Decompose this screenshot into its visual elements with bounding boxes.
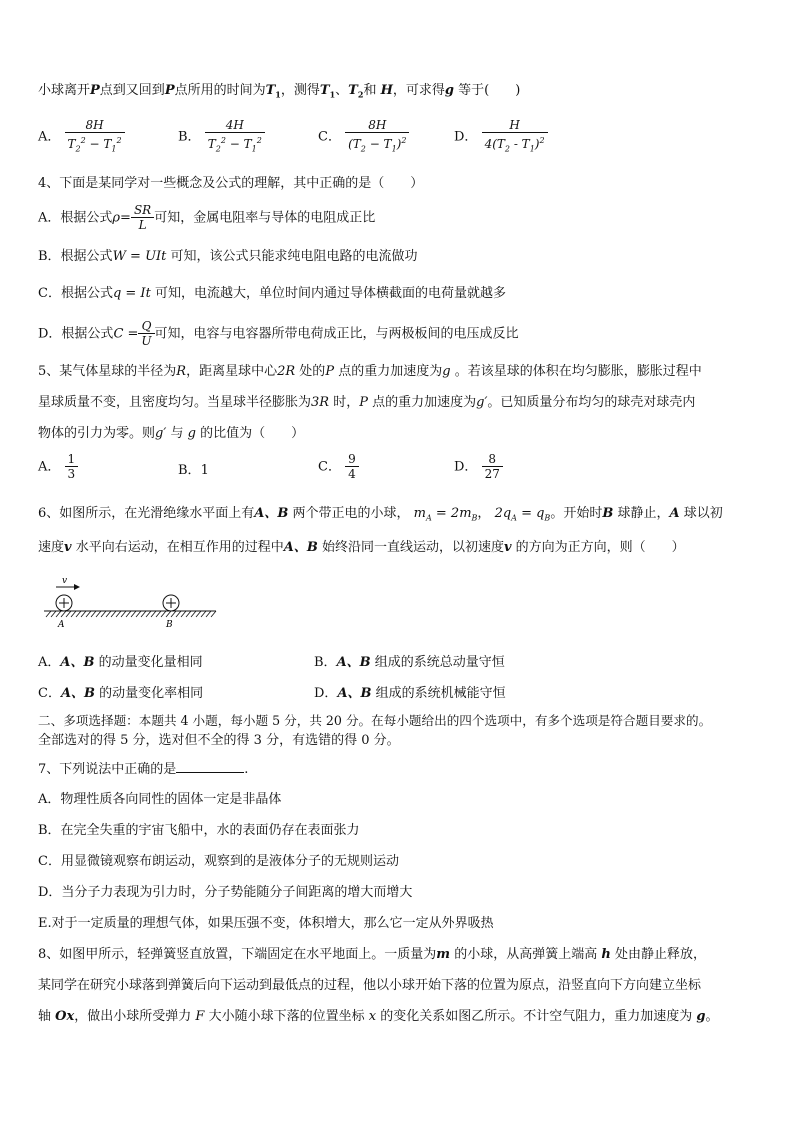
ground-hatch-line bbox=[66, 611, 71, 617]
q5-option-b[interactable]: B．1 bbox=[178, 463, 209, 478]
q4-option-a[interactable]: A．根据公式ρ= $\frac{SR}{L}$ 可知，金属电阻率与导体的电阻成正比 bbox=[38, 203, 376, 232]
ground-hatch-line bbox=[111, 611, 116, 617]
q4-option-d[interactable]: D．根据公式C = $\frac{Q}{U}$ 可知，电容与电容器所带电荷成正比，与两极板间的电压成反比 bbox=[38, 319, 519, 348]
ground-surface bbox=[44, 611, 216, 617]
q3-stem-tail: 小球离开P点到又回到P点所用的时间为$T_1$，测得$T_1$、$T_2$和 H，可求得g 等于( ) bbox=[38, 83, 521, 100]
ground-hatch-line bbox=[91, 611, 96, 617]
arrow-head-icon bbox=[74, 584, 80, 590]
q5-option-a[interactable]: A． $\frac{1}{3}$ bbox=[38, 452, 78, 482]
q6-stem-line2: 速度v 水平向右运动，在相互作用的过程中A、B 始终沿同一直线运动，以初速度v 的方向为正方向，则（ ） bbox=[38, 540, 685, 555]
q6-option-d[interactable]: D．A、B 组成的系统机械能守恒 bbox=[314, 686, 506, 701]
q8-stem-line1: 8、如图甲所示，轻弹簧竖直放置，下端固定在水平地面上。一质量为m 的小球，从高弹簧上端高 h 处由静止释放， bbox=[38, 947, 706, 962]
ground-hatch-line bbox=[136, 611, 141, 617]
ground-hatch-line bbox=[181, 611, 186, 617]
ground-hatch-line bbox=[146, 611, 151, 617]
ground-hatch-line bbox=[196, 611, 201, 617]
q5-option-c[interactable]: C． $\frac{9}{4}$ bbox=[318, 452, 359, 482]
ground-hatch-line bbox=[121, 611, 126, 617]
ground-hatch-line bbox=[46, 611, 51, 617]
ground-hatch-line bbox=[126, 611, 131, 617]
q5-stem-line1: 5、某气体星球的半径为R，距离星球中心2R 处的P 点的重力加速度为g 。若该星球的体积在均匀膨胀，膨胀过程中 bbox=[38, 364, 702, 379]
ground-hatch-line bbox=[151, 611, 156, 617]
ball-b bbox=[163, 595, 179, 611]
ground-hatch-line bbox=[86, 611, 91, 617]
ground-hatch-line bbox=[81, 611, 86, 617]
q7-stem: 7、下列说法中正确的是 . bbox=[38, 762, 249, 777]
ground-hatch-line bbox=[206, 611, 211, 617]
ball-a bbox=[56, 595, 72, 611]
q6-option-a[interactable]: A．A、B 的动量变化量相同 bbox=[38, 655, 203, 670]
q8-stem-line2: 某同学在研究小球落到弹簧后向下运动到最低点的过程，他以小球开始下落的位置为原点，沿竖直向下方向建立坐标 bbox=[38, 978, 702, 993]
ground-hatch-line bbox=[61, 611, 66, 617]
ground-hatch-line bbox=[71, 611, 76, 617]
q4-option-c[interactable]: C．根据公式q = It 可知，电流越大，单位时间内通过导体横截面的电荷量就越多 bbox=[38, 286, 506, 301]
answer-blank[interactable] bbox=[176, 760, 244, 773]
q7-option-d[interactable]: D．当分子力表现为引力时，分子势能随分子间距离的增大而增大 bbox=[38, 885, 413, 900]
ground-hatch-line bbox=[191, 611, 196, 617]
q3-option-c[interactable]: C． $\frac{8H}{(T_2 - T_1)^2}$ bbox=[318, 118, 409, 156]
ground-hatch-line bbox=[51, 611, 56, 617]
ground-hatch-line bbox=[156, 611, 161, 617]
ground-hatch-line bbox=[186, 611, 191, 617]
section-2-heading: 二、多项选择题：本题共 4 小题，每小题 5 分，共 20 分。在每小题给出的四个选项中，有多个选项是符合题目要求的。 bbox=[38, 713, 712, 728]
ground-hatch-line bbox=[96, 611, 101, 617]
q6-option-b[interactable]: B．A、B 组成的系统总动量守恒 bbox=[314, 655, 505, 670]
q6-option-c[interactable]: C．A、B 的动量变化率相同 bbox=[38, 686, 204, 701]
ground-hatch-line bbox=[141, 611, 146, 617]
q6-stem-line1: 6、如图所示，在光滑绝缘水平面上有A、B 两个带正电的小球， $m_A = 2m_B$， $2q_A = q_B$。开始时B 球静止，A 球以初 bbox=[38, 506, 723, 523]
section-2-scoring: 全部选对的得 5 分，选对但不全的得 3 分，有选错的得 0 分。 bbox=[38, 733, 400, 748]
q7-option-b[interactable]: B．在完全失重的宇宙飞船中，水的表面仍存在表面张力 bbox=[38, 823, 360, 838]
q4-option-b[interactable]: B．根据公式W = UIt 可知，该公式只能求纯电阻电路的电流做功 bbox=[38, 249, 418, 264]
q7-option-e[interactable]: E.对于一定质量的理想气体，如果压强不变，体积增大，那么它一定从外界吸热 bbox=[38, 916, 494, 931]
ground-hatch-line bbox=[56, 611, 61, 617]
q4-stem: 4、下面是某同学对一些概念及公式的理解，其中正确的是（ ） bbox=[38, 176, 424, 191]
ground-hatch-line bbox=[161, 611, 166, 617]
b-label: B bbox=[166, 620, 173, 630]
v-label: v bbox=[62, 576, 68, 586]
q5-option-d[interactable]: D． $\frac{8}{27}$ bbox=[454, 452, 503, 482]
q7-option-a[interactable]: A．物理性质各向同性的固体一定是非晶体 bbox=[38, 792, 282, 807]
ground-hatch-line bbox=[166, 611, 171, 617]
q6-diagram bbox=[40, 575, 220, 631]
ground-hatch-line bbox=[76, 611, 81, 617]
a-label: A bbox=[58, 620, 65, 630]
ground-hatch-line bbox=[171, 611, 176, 617]
q3-option-d[interactable]: D． $\frac{H}{4(T_2 - T_1)^2}$ bbox=[454, 118, 548, 156]
ground-hatch-line bbox=[201, 611, 206, 617]
ground-hatch-line bbox=[211, 611, 216, 617]
q3-option-a[interactable]: A． $\frac{8H}{T_2^2 - T_1^2}$ bbox=[38, 118, 125, 156]
ground-hatch-line bbox=[116, 611, 121, 617]
q5-stem-line3: 物体的引力为零。则g′ 与 g 的比值为（ ） bbox=[38, 426, 305, 441]
q8-stem-line3: 轴 Ox，做出小球所受弹力 F 大小随小球下落的位置坐标 x 的变化关系如图乙所示。不计空气阻力，重力加速度为 g。 bbox=[38, 1009, 719, 1024]
ground-hatch-line bbox=[106, 611, 111, 617]
ground-hatch-line bbox=[101, 611, 106, 617]
q3-option-b[interactable]: B． $\frac{4H}{T_2^2 - T_1^2}$ bbox=[178, 118, 265, 156]
ground-hatch-line bbox=[176, 611, 181, 617]
q7-option-c[interactable]: C．用显微镜观察布朗运动，观察到的是液体分子的无规则运动 bbox=[38, 854, 399, 869]
q5-stem-line2: 星球质量不变，且密度均匀。当星球半径膨胀为3R 时，P 点的重力加速度为g′。已知质量分布均匀的球壳对球壳内 bbox=[38, 395, 696, 410]
ground-hatch-line bbox=[131, 611, 136, 617]
